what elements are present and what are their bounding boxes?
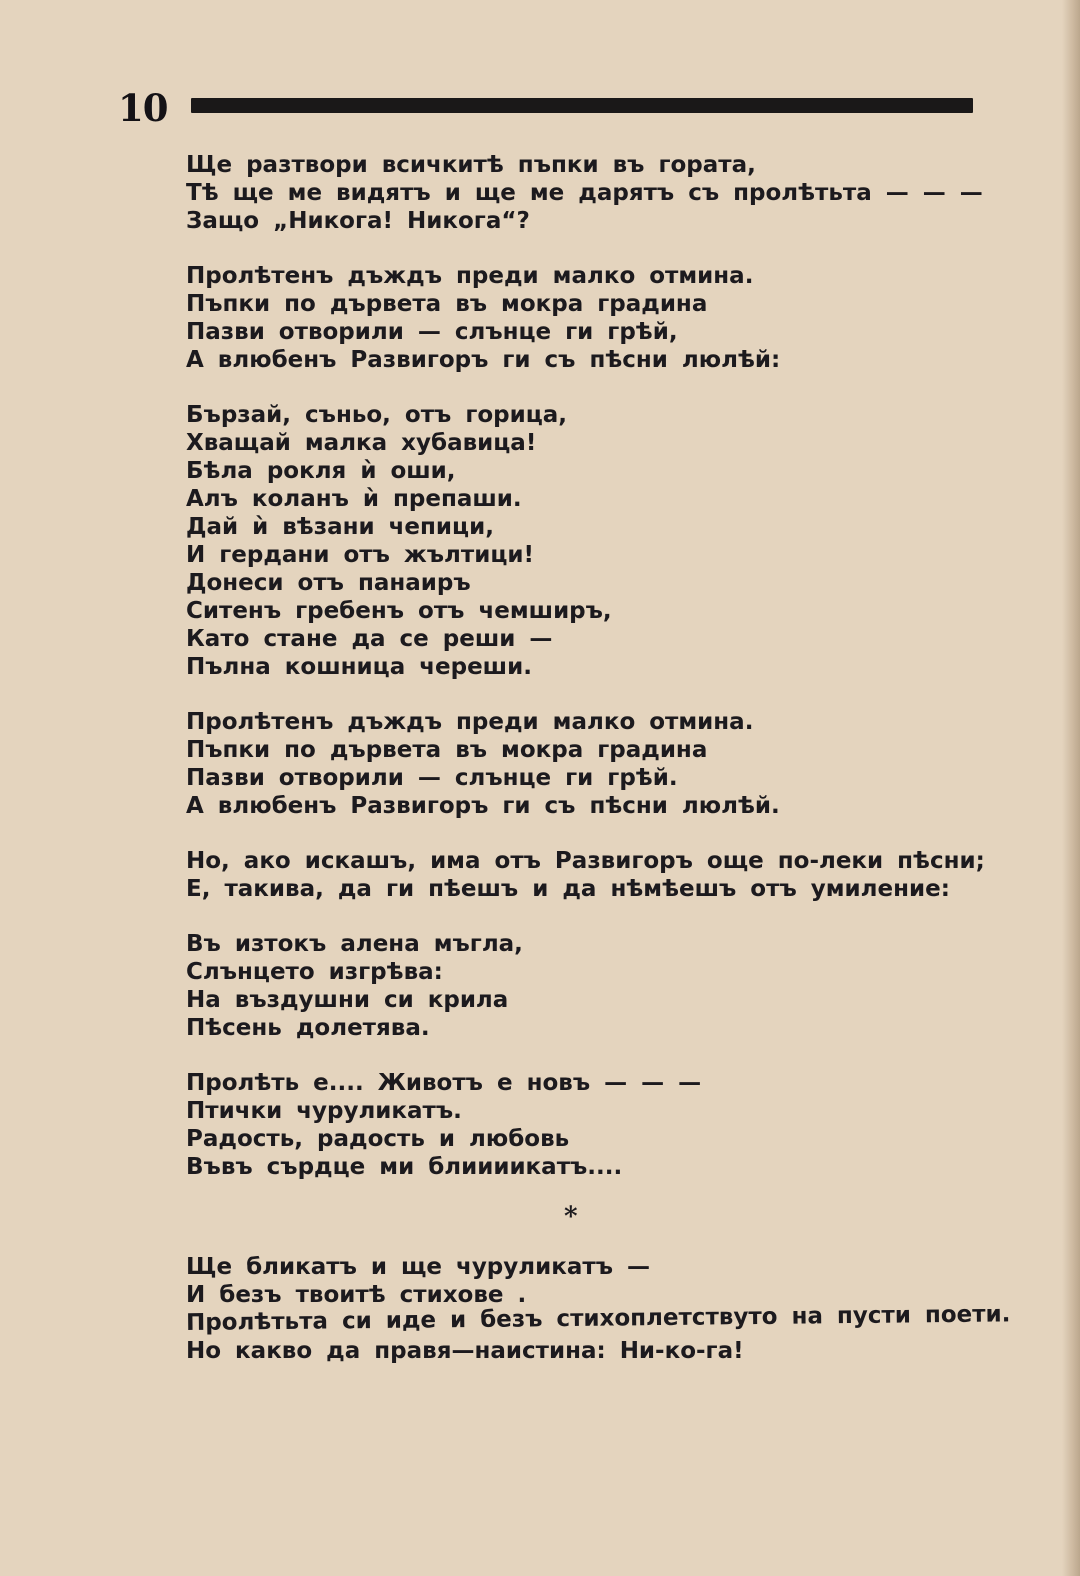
poem-line: И безъ твоитѣ стихове . bbox=[186, 1282, 527, 1308]
poem-line: А влюбенъ Развигоръ ги съ пѣсни люлѣй: bbox=[186, 347, 781, 373]
poem-line: Пазви отворили — слънце ги грѣй. bbox=[186, 765, 678, 791]
poem-line: Тѣ ще ме видятъ и ще ме дарятъ съ пролѣтьта — — — bbox=[186, 180, 983, 206]
poem-line: Радость, радость и любовь bbox=[186, 1126, 570, 1152]
poem-line: Защо „Никога! Никога“? bbox=[186, 208, 530, 234]
stanza-7 bbox=[186, 1069, 1046, 1181]
poem-line: Алъ коланъ ѝ препаши. bbox=[186, 486, 522, 512]
poem-line: На въздушни си крила bbox=[186, 987, 509, 1013]
poem-line: Пъпки по дървета въ мокра градина bbox=[186, 737, 708, 763]
stanza-5 bbox=[186, 847, 1046, 903]
poem-line: Пъпки по дървета въ мокра градина bbox=[186, 291, 708, 317]
poem-line: Ще разтвори всичкитѣ пъпки въ гората, bbox=[186, 152, 756, 178]
stanza-6 bbox=[186, 930, 1046, 1042]
poem-line: Пазви отворили — слънце ги грѣй, bbox=[186, 319, 678, 345]
poem-line: А влюбенъ Развигоръ ги съ пѣсни люлѣй. bbox=[186, 793, 780, 819]
poem-text bbox=[186, 151, 1046, 1365]
poem-line: Дай ѝ вѣзани чепици, bbox=[186, 514, 494, 540]
page-edge bbox=[1062, 0, 1080, 1576]
poem-line: Пролѣтенъ дъждъ преди малко отмина. bbox=[186, 263, 754, 289]
poem-line: Въвъ сърдце ми блиииикатъ.... bbox=[186, 1154, 623, 1180]
poem-line: Пѣсень долетява. bbox=[186, 1015, 430, 1041]
poem-line: И гердани отъ жълтици! bbox=[186, 542, 534, 568]
poem-line: Птички чуруликатъ. bbox=[186, 1098, 462, 1124]
poem-line: Но какво да правя—наистина: Ни-ко-га! bbox=[186, 1338, 744, 1364]
header-rule bbox=[191, 98, 973, 113]
section-separator: * bbox=[564, 1202, 578, 1232]
poem-line: Донеси отъ панаиръ bbox=[186, 570, 471, 596]
stanza-2 bbox=[186, 262, 1046, 374]
poem-line: Като стане да се реши — bbox=[186, 626, 553, 652]
poem-line: Ситенъ гребенъ отъ чемширъ, bbox=[186, 598, 612, 624]
poem-line: Слънцето изгрѣва: bbox=[186, 959, 443, 985]
poem-line: Ще бликатъ и ще чуруликатъ — bbox=[186, 1254, 650, 1280]
poem-line: Е, такива, да ги пѣешъ и да нѣмѣешъ отъ умиление: bbox=[186, 876, 950, 902]
page-number: 10 bbox=[118, 86, 168, 130]
poem-line: Пролѣтенъ дъждъ преди малко отмина. bbox=[186, 709, 754, 735]
poem-line: Хващай малка хубавица! bbox=[186, 430, 537, 456]
poem-line: Бѣла рокля ѝ оши, bbox=[186, 458, 456, 484]
final-stanza bbox=[186, 1253, 1046, 1365]
stanza-1 bbox=[186, 151, 1046, 235]
poem-line: Пълна кошница череши. bbox=[186, 654, 532, 680]
poem-line: Пролѣтьта си иде и безъ стихоплетствуто на пусти поети. bbox=[185, 1301, 1011, 1336]
poem-line: Пролѣть е.... Животъ е новъ — — — bbox=[186, 1070, 702, 1096]
poem-line: Но, ако искашъ, има отъ Развигоръ още по-леки пѣсни; bbox=[186, 848, 985, 874]
stanza-3 bbox=[186, 401, 1046, 681]
stanza-4 bbox=[186, 708, 1046, 820]
poem-line: Бързай, съньо, отъ горица, bbox=[186, 402, 568, 428]
poem-line: Въ изтокъ алена мъгла, bbox=[186, 931, 523, 957]
